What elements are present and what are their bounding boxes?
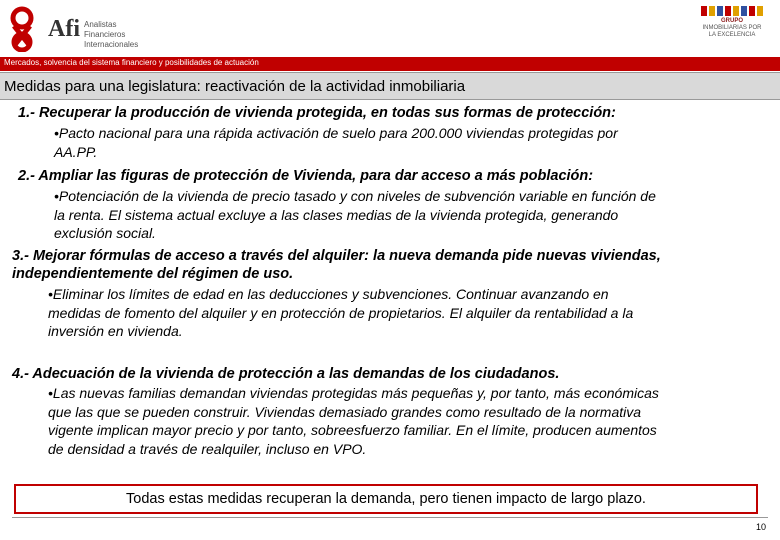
flag-icon: [757, 6, 763, 16]
afi-logo-icon: [4, 6, 40, 52]
item-2-bullet: •Potenciación de la vivienda de precio tasado y con niveles de subvención variable en función de la renta. El sistema actual excluye a las clases medias de la vivienda protegida, generando exclusión social.: [54, 188, 656, 241]
footer-divider: [12, 517, 768, 518]
grupo-logo-text: GRUPO INMOBILIARIAS POR LA EXCELENCIA: [702, 18, 762, 38]
grupo-logo: [692, 4, 772, 50]
flag-icon: [733, 6, 739, 16]
flag-icon: [749, 6, 755, 16]
item-2-heading: 2.- Ampliar las figuras de protección de Vivienda, para dar acceso a más población:: [18, 168, 594, 184]
flag-icon: [701, 6, 707, 16]
section-bar: [0, 57, 780, 71]
slide-title: Medidas para una legislatura: reactivación de la actividad inmobiliaria: [4, 78, 466, 95]
item-3-bullet: •Eliminar los límites de edad en las deducciones y subvenciones. Continuar avanzando en medidas de fomento del alquiler y en protección de propietarios. El alquiler da rentabilidad a la inversión en vivienda.: [48, 286, 634, 339]
slide-title-bar: [0, 72, 780, 100]
grupo-logo-flags: [692, 6, 772, 16]
afi-logo-text: Afi: [48, 16, 80, 42]
item-1-heading: 1.- Recuperar la producción de vivienda protegida, en todas sus formas de protección:: [18, 105, 616, 121]
section-bar-text: Mercados, solvencia del sistema financiero y posibilidades de actuación: [4, 58, 259, 67]
page-number: 10: [755, 522, 766, 532]
flag-icon: [717, 6, 723, 16]
item-3-heading: 3.- Mejorar fórmulas de acceso a través del alquiler: la nueva demanda pide nuevas viviendas, independientemente del régimen de uso.: [12, 248, 661, 282]
flag-icon: [709, 6, 715, 16]
conclusion-text: Todas estas medidas recuperan la demanda, pero tienen impacto de largo plazo.: [126, 491, 646, 507]
flag-icon: [725, 6, 731, 16]
afi-logo: [4, 6, 154, 52]
item-4-heading: 4.- Adecuación de la vivienda de protección a las demandas de los ciudadanos.: [12, 366, 560, 382]
item-1-bullet: •Pacto nacional para una rápida activación de suelo para 200.000 viviendas protegidas por AA.PP.: [54, 125, 618, 160]
item-4-bullet: •Las nuevas familias demandan viviendas protegidas más pequeñas y, por tanto, más económicas que las que se pueden construir. Viviendas demasiado grandes como resultado de la normativa vigente implican mayor precio y por tanto, sobreesfuerzo familiar. En el límite, producen aumentos de densidad a través de realquiler, incluso en VPO.: [48, 385, 659, 457]
conclusion-box: [14, 484, 758, 514]
afi-logo-subtitle: Analistas Financieros Internacionales: [84, 20, 139, 49]
flag-icon: [741, 6, 747, 16]
